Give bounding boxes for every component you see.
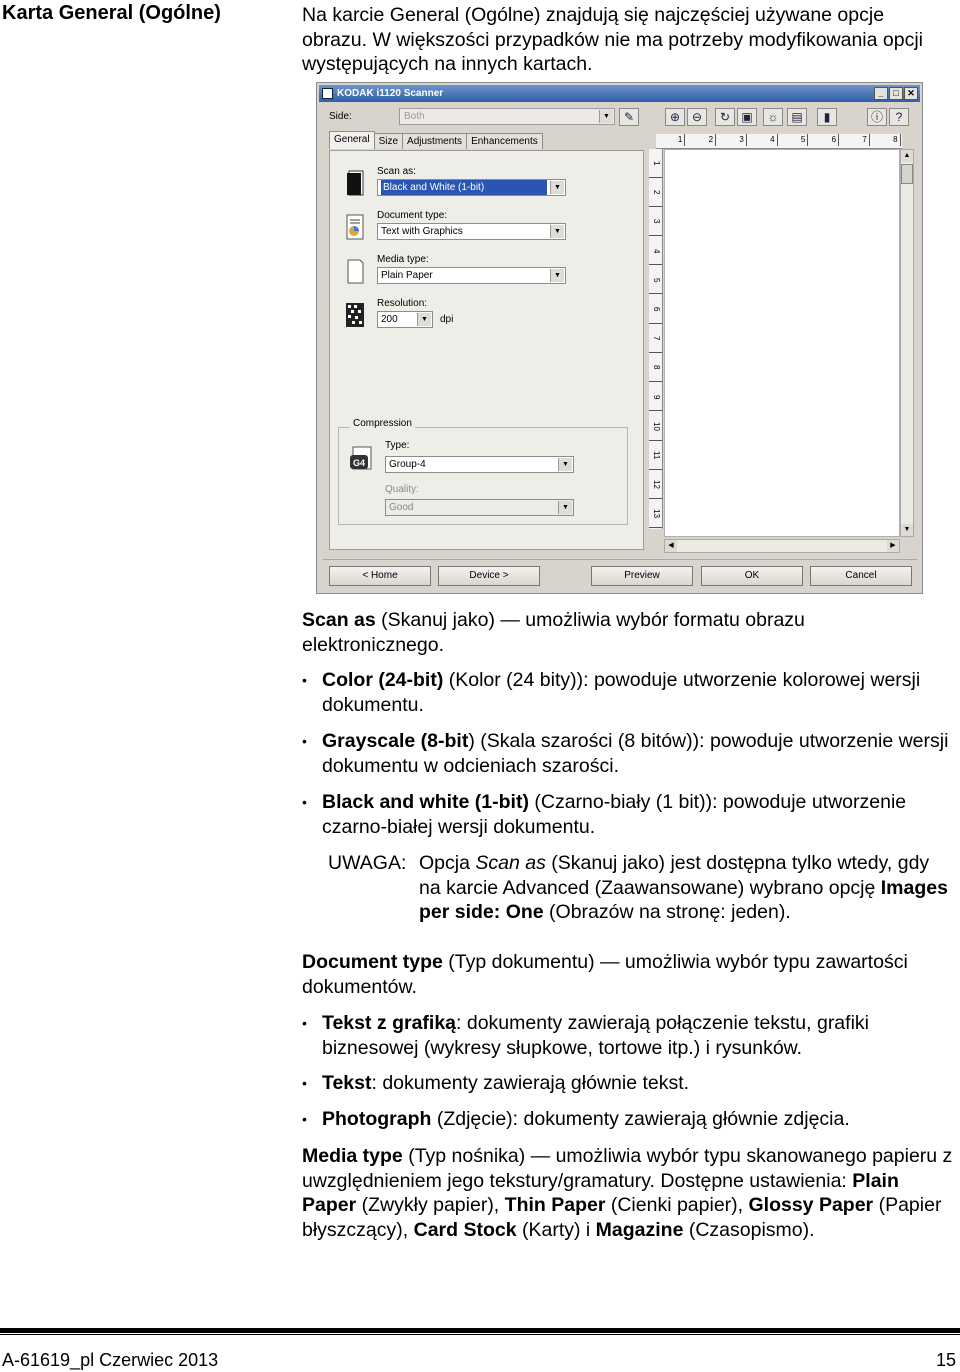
- ruler-left: [649, 149, 663, 529]
- ruler-tick: 1: [649, 150, 662, 178]
- compression-icon: [348, 445, 374, 473]
- footer-divider: [0, 1328, 960, 1335]
- photograph-desc: (Zdjęcie): dokumenty zawierają głównie zdjęcia.: [431, 1108, 850, 1130]
- tab-adjustments[interactable]: Adjustments: [402, 133, 467, 149]
- general-panel: [329, 150, 644, 550]
- tab-enhancements[interactable]: Enhancements: [466, 133, 543, 149]
- side-label: Side:: [329, 111, 352, 122]
- side-value: Both: [404, 111, 425, 122]
- scan-as-icon: [344, 169, 366, 197]
- note-italic: Scan as: [475, 852, 546, 874]
- chevron-down-icon: ▼: [550, 269, 564, 282]
- media-type-select[interactable]: [377, 267, 566, 284]
- ruler-tick: 13: [649, 500, 662, 528]
- settings-tool-icon[interactable]: ✎: [619, 108, 639, 126]
- preview-area[interactable]: [664, 149, 900, 537]
- ruler-icon[interactable]: ▮: [817, 108, 837, 126]
- grayscale-term: Grayscale (8-bit: [322, 730, 469, 752]
- section-title: Karta General (Ogólne): [2, 2, 221, 24]
- home-button[interactable]: < Home: [329, 566, 431, 586]
- scan-as-select[interactable]: [377, 179, 566, 196]
- media-type-desc: (Typ nośnika) — umożliwia wybór typu skanowanego papieru z uwzględnieniem jego tekstury/gramatury. Dostępne ustawienia:: [302, 1145, 953, 1192]
- resolution-value: 200: [381, 314, 398, 325]
- ruler-tick: 2: [688, 134, 716, 146]
- intro-paragraph: Na karcie General (Ogólne) znajdują się najczęściej używane opcje obrazu. W większości przypadków nie ma potrzeby modyfikowania opcji występujących na innych kartach.: [302, 4, 924, 75]
- scanner-dialog: [316, 82, 923, 594]
- compression-type-select[interactable]: [385, 456, 574, 473]
- card-stock-term: Card Stock: [413, 1218, 517, 1241]
- card-stock-desc: (Karty) i: [516, 1218, 596, 1241]
- media-type-icon: [344, 257, 366, 285]
- document-type-paragraph: [302, 950, 957, 999]
- thin-paper-desc: (Cienki papier),: [605, 1194, 749, 1216]
- plain-paper-term: Plain Paper: [302, 1169, 899, 1216]
- document-type-value: Text with Graphics: [381, 226, 463, 237]
- list-item: [302, 1071, 957, 1096]
- compression-label: Compression: [350, 418, 415, 429]
- fit-page-icon[interactable]: ▣: [737, 108, 757, 126]
- footer-doc-id: A-61619_pl Czerwiec 2013: [2, 1350, 219, 1370]
- ruler-tick: 3: [649, 208, 662, 236]
- maximize-button[interactable]: □: [889, 87, 903, 100]
- document-type-select[interactable]: [377, 223, 566, 240]
- document-type-label: Document type:: [377, 210, 448, 221]
- glossy-paper-term: Glossy Paper: [748, 1194, 874, 1216]
- app-icon: [322, 88, 333, 99]
- ruler-tick: 1: [657, 134, 685, 146]
- media-type-label: Media type:: [377, 254, 429, 265]
- bw-desc: (Czarno-biały (1 bit)): powoduje utworzenie czarno-białej wersji dokumentu.: [322, 791, 907, 838]
- horizontal-scrollbar[interactable]: [664, 539, 900, 553]
- scan-as-desc: (Skanuj jako) — umożliwia wybór formatu obrazu elektronicznego.: [302, 609, 805, 656]
- ruler-tick: 5: [649, 266, 662, 294]
- scroll-thumb[interactable]: [901, 164, 913, 184]
- note-body: [419, 851, 954, 925]
- list-item: [302, 1107, 957, 1132]
- preview-area-icon[interactable]: ▤: [787, 108, 807, 126]
- quality-value: Good: [389, 502, 414, 513]
- scroll-left-icon[interactable]: ◀: [665, 540, 677, 552]
- chevron-down-icon: ▼: [558, 458, 572, 471]
- ok-button[interactable]: OK: [701, 566, 803, 586]
- chevron-down-icon: ▼: [550, 225, 564, 238]
- plain-paper-desc: (Zwykły papier),: [356, 1194, 505, 1216]
- page-number: 15: [935, 1350, 956, 1370]
- text-graphics-term: Tekst z grafiką: [322, 1012, 457, 1034]
- ruler-tick: 12: [649, 471, 662, 499]
- compression-type-label: Type:: [385, 440, 410, 451]
- dialog-title: KODAK i1120 Scanner: [337, 88, 444, 99]
- photograph-term: Photograph: [322, 1108, 432, 1130]
- list-item: [302, 790, 957, 839]
- chevron-down-icon: ▼: [599, 110, 613, 123]
- ruler-tick: 8: [649, 354, 662, 382]
- ruler-tick: 2: [649, 179, 662, 207]
- chevron-down-icon: ▼: [417, 313, 431, 326]
- preview-button[interactable]: Preview: [591, 566, 693, 586]
- scan-as-term: Scan as: [302, 609, 376, 631]
- text-desc: : dokumenty zawierają głównie tekst.: [371, 1072, 690, 1094]
- device-button[interactable]: Device >: [438, 566, 540, 586]
- resolution-icon: [344, 301, 366, 329]
- scan-as-paragraph: [302, 608, 902, 657]
- rotate-icon[interactable]: ↻: [715, 108, 735, 126]
- side-select[interactable]: [399, 108, 615, 125]
- resolution-unit: dpi: [440, 314, 454, 325]
- chevron-down-icon: ▼: [550, 181, 564, 194]
- dialog-button-bar: [323, 559, 917, 589]
- scan-as-label: Scan as:: [377, 166, 416, 177]
- list-item: [302, 1011, 957, 1060]
- ruler-tick: 6: [811, 134, 839, 146]
- dialog-titlebar: [319, 85, 920, 102]
- ruler-tick: 5: [780, 134, 808, 146]
- resolution-label: Resolution:: [377, 298, 428, 309]
- bw-term: Black and white (1-bit): [322, 791, 529, 813]
- note-tag: UWAGA:: [328, 852, 407, 874]
- note-part3: (Obrazów na stronę: jeden).: [543, 901, 791, 923]
- note-part1: Opcja: [419, 852, 476, 874]
- media-type-value: Plain Paper: [381, 270, 433, 281]
- scroll-up-icon[interactable]: ▲: [901, 150, 913, 162]
- brightness-icon[interactable]: ☼: [763, 108, 783, 126]
- note-bold: Images per side: One: [419, 876, 948, 923]
- ruler-tick: 4: [750, 134, 778, 146]
- ruler-top: [656, 134, 902, 149]
- grayscale-desc: ) (Skala szarości (8 bitów)): powoduje utworzenie wersji dokumentu w odcieniach szarości.: [322, 730, 949, 777]
- magazine-term: Magazine: [595, 1218, 684, 1241]
- resolution-select[interactable]: [377, 311, 433, 328]
- ruler-tick: 9: [649, 383, 662, 411]
- list-item: [302, 729, 957, 778]
- glossy-paper-desc: (Papier błyszczący),: [302, 1194, 942, 1241]
- chevron-down-icon: ▼: [558, 501, 572, 514]
- ruler-tick: 6: [649, 296, 662, 324]
- document-type-desc: (Typ dokumentu) — umożliwia wybór typu zawartości dokumentów.: [302, 951, 908, 998]
- quality-select[interactable]: [385, 499, 574, 516]
- compression-type-value: Group-4: [389, 459, 426, 470]
- ruler-tick: 7: [649, 325, 662, 353]
- quality-label: Quality:: [385, 484, 419, 495]
- ruler-tick: 3: [719, 134, 747, 146]
- ruler-tick: 7: [842, 134, 870, 146]
- ruler-tick: 11: [649, 442, 662, 470]
- zoom-out-icon[interactable]: ⊖: [687, 108, 707, 126]
- ruler-tick: 10: [649, 413, 662, 441]
- tab-size[interactable]: Size: [374, 133, 403, 149]
- note-part2: (Skanuj jako) jest dostępna tylko wtedy, gdy na karcie Advanced (Zaawansowane) wybrano opcję: [419, 852, 930, 899]
- document-type-icon: [344, 213, 366, 241]
- media-type-term: Media type: [302, 1145, 403, 1167]
- vertical-scrollbar[interactable]: [900, 149, 914, 537]
- close-button[interactable]: ✕: [904, 87, 918, 100]
- ruler-tick: 8: [873, 134, 901, 146]
- scan-as-value: Black and White (1-bit): [381, 180, 547, 195]
- media-type-paragraph: [302, 1144, 958, 1242]
- zoom-in-icon[interactable]: ⊕: [665, 108, 685, 126]
- magazine-desc: (Czasopismo).: [683, 1218, 815, 1241]
- text-graphics-desc: : dokumenty zawierają połączenie tekstu, grafiki biznesowej (wykresy słupkowe, tortowe itp.) i rysunków.: [322, 1012, 869, 1059]
- thin-paper-term: Thin Paper: [504, 1194, 606, 1216]
- cancel-button[interactable]: Cancel: [810, 566, 912, 586]
- scroll-right-icon[interactable]: ▶: [887, 540, 899, 552]
- ruler-tick: 4: [649, 237, 662, 265]
- help-about-icon[interactable]: ⓘ: [867, 108, 887, 126]
- text-term: Tekst: [322, 1072, 372, 1094]
- color-desc: (Kolor (24 bity)): powoduje utworzenie kolorowej wersji dokumentu.: [322, 669, 921, 716]
- tab-strip: [329, 133, 542, 149]
- color-term: Color (24-bit): [322, 669, 444, 691]
- tab-general[interactable]: General: [329, 131, 375, 149]
- scroll-down-icon[interactable]: ▼: [901, 524, 913, 536]
- minimize-button[interactable]: _: [874, 87, 888, 100]
- compression-icon-text: G4: [353, 458, 366, 468]
- document-type-term: Document type: [302, 951, 443, 973]
- list-item: [302, 668, 957, 717]
- help-icon[interactable]: ?: [889, 108, 909, 126]
